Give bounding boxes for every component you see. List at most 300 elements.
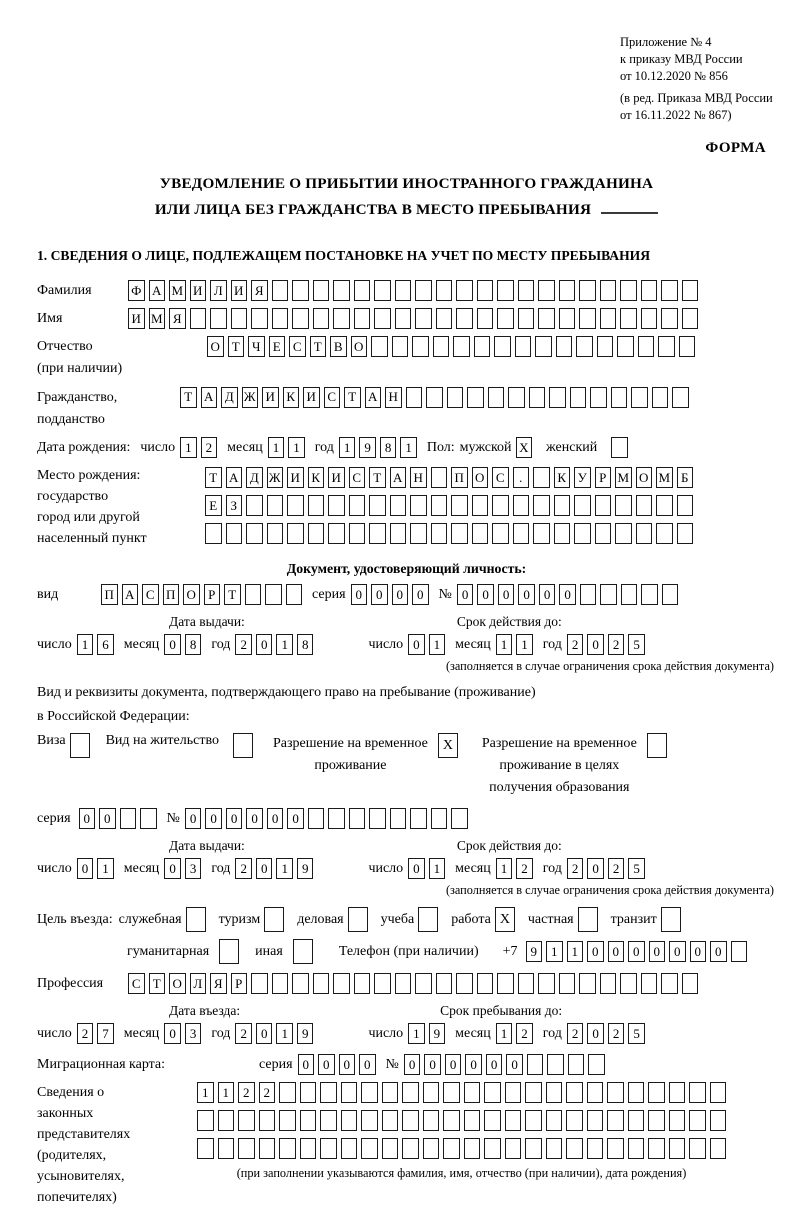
char-cell[interactable]: 0 bbox=[164, 634, 181, 655]
char-cell[interactable]: 1 bbox=[429, 634, 446, 655]
char-cell[interactable]: Д bbox=[221, 387, 238, 408]
char-cell[interactable] bbox=[443, 1110, 460, 1131]
char-cell[interactable]: А bbox=[226, 467, 243, 488]
char-cell[interactable] bbox=[556, 336, 573, 357]
char-cell[interactable] bbox=[410, 808, 427, 829]
char-cell[interactable] bbox=[600, 584, 617, 605]
char-cell[interactable]: С bbox=[142, 584, 159, 605]
char-cell[interactable] bbox=[607, 1138, 624, 1159]
char-cell[interactable]: О bbox=[207, 336, 224, 357]
char-cell[interactable] bbox=[641, 584, 658, 605]
char-cell[interactable]: Т bbox=[228, 336, 245, 357]
char-cell[interactable]: 0 bbox=[246, 808, 263, 829]
char-cell[interactable] bbox=[246, 495, 263, 516]
char-cell[interactable]: А bbox=[122, 584, 139, 605]
char-cell[interactable]: 9 bbox=[297, 1023, 314, 1044]
char-cell[interactable] bbox=[382, 1110, 399, 1131]
char-cell[interactable]: 0 bbox=[477, 584, 494, 605]
char-cell[interactable] bbox=[292, 280, 309, 301]
char-cell[interactable] bbox=[472, 523, 489, 544]
char-cell[interactable]: 5 bbox=[628, 634, 645, 655]
char-cell[interactable]: 2 bbox=[77, 1023, 94, 1044]
char-cell[interactable]: 2 bbox=[516, 1023, 533, 1044]
char-cell[interactable]: 0 bbox=[77, 858, 94, 879]
char-cell[interactable] bbox=[464, 1138, 481, 1159]
char-cell[interactable] bbox=[595, 495, 612, 516]
char-cell[interactable] bbox=[710, 1110, 727, 1131]
char-cell[interactable] bbox=[656, 495, 673, 516]
char-cell[interactable] bbox=[580, 584, 597, 605]
char-cell[interactable] bbox=[669, 1110, 686, 1131]
char-cell[interactable]: Р bbox=[595, 467, 612, 488]
char-cell[interactable] bbox=[431, 467, 448, 488]
char-cell[interactable]: 0 bbox=[318, 1054, 335, 1075]
char-cell[interactable]: Р bbox=[231, 973, 248, 994]
checkbox-private[interactable] bbox=[578, 907, 598, 932]
char-cell[interactable] bbox=[279, 1082, 296, 1103]
char-cell[interactable]: 5 bbox=[628, 858, 645, 879]
char-cell[interactable]: 1 bbox=[276, 1023, 293, 1044]
char-cell[interactable] bbox=[546, 1110, 563, 1131]
char-cell[interactable]: 0 bbox=[267, 808, 284, 829]
char-cell[interactable]: 0 bbox=[408, 634, 425, 655]
char-cell[interactable] bbox=[392, 336, 409, 357]
char-cell[interactable] bbox=[313, 308, 330, 329]
char-cell[interactable]: У bbox=[574, 467, 591, 488]
char-cell[interactable] bbox=[731, 941, 748, 962]
char-cell[interactable] bbox=[525, 1138, 542, 1159]
char-cell[interactable]: 0 bbox=[628, 941, 645, 962]
char-cell[interactable]: 0 bbox=[205, 808, 222, 829]
char-cell[interactable] bbox=[259, 1110, 276, 1131]
char-cell[interactable] bbox=[472, 495, 489, 516]
char-cell[interactable]: Я bbox=[169, 308, 186, 329]
checkbox-official[interactable] bbox=[186, 907, 206, 932]
char-cell[interactable] bbox=[197, 1138, 214, 1159]
char-cell[interactable] bbox=[662, 584, 679, 605]
residence-permit-checkbox[interactable] bbox=[233, 733, 253, 758]
char-cell[interactable]: 1 bbox=[268, 437, 285, 458]
char-cell[interactable] bbox=[190, 308, 207, 329]
char-cell[interactable]: И bbox=[231, 280, 248, 301]
char-cell[interactable]: 9 bbox=[429, 1023, 446, 1044]
char-cell[interactable] bbox=[320, 1138, 337, 1159]
char-cell[interactable] bbox=[374, 973, 391, 994]
char-cell[interactable] bbox=[238, 1138, 255, 1159]
char-cell[interactable] bbox=[361, 1110, 378, 1131]
char-cell[interactable] bbox=[488, 387, 505, 408]
char-cell[interactable] bbox=[617, 336, 634, 357]
char-cell[interactable] bbox=[349, 808, 366, 829]
char-cell[interactable] bbox=[518, 308, 535, 329]
char-cell[interactable] bbox=[423, 1082, 440, 1103]
char-cell[interactable] bbox=[456, 973, 473, 994]
char-cell[interactable] bbox=[529, 387, 546, 408]
char-cell[interactable]: Ч bbox=[248, 336, 265, 357]
char-cell[interactable] bbox=[641, 280, 658, 301]
char-cell[interactable]: 2 bbox=[235, 1023, 252, 1044]
char-cell[interactable] bbox=[652, 387, 669, 408]
char-cell[interactable] bbox=[267, 523, 284, 544]
char-cell[interactable]: 0 bbox=[539, 584, 556, 605]
char-cell[interactable] bbox=[431, 523, 448, 544]
char-cell[interactable] bbox=[587, 1082, 604, 1103]
char-cell[interactable]: Ж bbox=[267, 467, 284, 488]
char-cell[interactable] bbox=[588, 1054, 605, 1075]
char-cell[interactable]: 5 bbox=[628, 1023, 645, 1044]
checkbox-business[interactable] bbox=[348, 907, 368, 932]
char-cell[interactable] bbox=[402, 1082, 419, 1103]
char-cell[interactable]: 1 bbox=[408, 1023, 425, 1044]
char-cell[interactable] bbox=[554, 523, 571, 544]
char-cell[interactable] bbox=[443, 1138, 460, 1159]
char-cell[interactable]: 1 bbox=[276, 858, 293, 879]
char-cell[interactable]: 8 bbox=[185, 634, 202, 655]
char-cell[interactable]: 2 bbox=[516, 858, 533, 879]
char-cell[interactable] bbox=[689, 1110, 706, 1131]
char-cell[interactable] bbox=[456, 308, 473, 329]
char-cell[interactable]: С bbox=[324, 387, 341, 408]
char-cell[interactable] bbox=[341, 1110, 358, 1131]
char-cell[interactable]: Н bbox=[410, 467, 427, 488]
char-cell[interactable]: 1 bbox=[180, 437, 197, 458]
char-cell[interactable] bbox=[620, 280, 637, 301]
char-cell[interactable]: 1 bbox=[516, 634, 533, 655]
char-cell[interactable] bbox=[300, 1082, 317, 1103]
char-cell[interactable] bbox=[231, 308, 248, 329]
char-cell[interactable]: Ф bbox=[128, 280, 145, 301]
char-cell[interactable]: 2 bbox=[259, 1082, 276, 1103]
char-cell[interactable]: И bbox=[190, 280, 207, 301]
char-cell[interactable] bbox=[477, 308, 494, 329]
char-cell[interactable]: 1 bbox=[288, 437, 305, 458]
char-cell[interactable] bbox=[218, 1138, 235, 1159]
char-cell[interactable] bbox=[525, 1082, 542, 1103]
char-cell[interactable] bbox=[679, 336, 696, 357]
char-cell[interactable] bbox=[246, 523, 263, 544]
char-cell[interactable] bbox=[464, 1082, 481, 1103]
char-cell[interactable] bbox=[628, 1082, 645, 1103]
char-cell[interactable]: 0 bbox=[256, 1023, 273, 1044]
char-cell[interactable] bbox=[611, 387, 628, 408]
char-cell[interactable] bbox=[436, 308, 453, 329]
char-cell[interactable] bbox=[395, 308, 412, 329]
temp-residence-edu-checkbox[interactable] bbox=[647, 733, 667, 758]
char-cell[interactable]: 2 bbox=[235, 858, 252, 879]
char-cell[interactable] bbox=[415, 308, 432, 329]
char-cell[interactable] bbox=[538, 973, 555, 994]
char-cell[interactable]: 1 bbox=[496, 1023, 513, 1044]
char-cell[interactable]: О bbox=[351, 336, 368, 357]
char-cell[interactable]: М bbox=[615, 467, 632, 488]
char-cell[interactable] bbox=[689, 1082, 706, 1103]
char-cell[interactable] bbox=[710, 1082, 727, 1103]
char-cell[interactable] bbox=[279, 1110, 296, 1131]
char-cell[interactable] bbox=[546, 1138, 563, 1159]
char-cell[interactable] bbox=[456, 280, 473, 301]
char-cell[interactable] bbox=[677, 495, 694, 516]
char-cell[interactable] bbox=[279, 1138, 296, 1159]
char-cell[interactable] bbox=[245, 584, 262, 605]
char-cell[interactable] bbox=[474, 336, 491, 357]
char-cell[interactable] bbox=[292, 308, 309, 329]
char-cell[interactable] bbox=[484, 1110, 501, 1131]
char-cell[interactable]: И bbox=[287, 467, 304, 488]
char-cell[interactable] bbox=[669, 1082, 686, 1103]
char-cell[interactable] bbox=[464, 1110, 481, 1131]
char-cell[interactable] bbox=[641, 308, 658, 329]
char-cell[interactable]: 2 bbox=[238, 1082, 255, 1103]
char-cell[interactable]: А bbox=[390, 467, 407, 488]
char-cell[interactable] bbox=[451, 808, 468, 829]
char-cell[interactable] bbox=[349, 495, 366, 516]
char-cell[interactable] bbox=[533, 467, 550, 488]
char-cell[interactable] bbox=[272, 308, 289, 329]
char-cell[interactable] bbox=[349, 523, 366, 544]
char-cell[interactable] bbox=[320, 1082, 337, 1103]
char-cell[interactable] bbox=[267, 495, 284, 516]
char-cell[interactable] bbox=[508, 387, 525, 408]
checkbox-other[interactable] bbox=[293, 939, 313, 964]
char-cell[interactable]: К bbox=[554, 467, 571, 488]
char-cell[interactable] bbox=[426, 387, 443, 408]
char-cell[interactable] bbox=[505, 1110, 522, 1131]
char-cell[interactable] bbox=[638, 336, 655, 357]
checkbox-transit[interactable] bbox=[661, 907, 681, 932]
char-cell[interactable] bbox=[395, 280, 412, 301]
char-cell[interactable] bbox=[570, 387, 587, 408]
char-cell[interactable] bbox=[497, 308, 514, 329]
char-cell[interactable]: 0 bbox=[587, 858, 604, 879]
char-cell[interactable] bbox=[576, 336, 593, 357]
char-cell[interactable] bbox=[406, 387, 423, 408]
char-cell[interactable] bbox=[672, 387, 689, 408]
char-cell[interactable] bbox=[682, 308, 699, 329]
char-cell[interactable]: М bbox=[656, 467, 673, 488]
char-cell[interactable] bbox=[436, 280, 453, 301]
temp-residence-checkbox[interactable]: X bbox=[438, 733, 458, 758]
char-cell[interactable] bbox=[361, 1082, 378, 1103]
char-cell[interactable]: 6 bbox=[97, 634, 114, 655]
char-cell[interactable]: 1 bbox=[567, 941, 584, 962]
char-cell[interactable]: 0 bbox=[587, 941, 604, 962]
char-cell[interactable] bbox=[559, 280, 576, 301]
char-cell[interactable]: 0 bbox=[371, 584, 388, 605]
char-cell[interactable] bbox=[579, 280, 596, 301]
char-cell[interactable] bbox=[436, 973, 453, 994]
char-cell[interactable] bbox=[354, 280, 371, 301]
char-cell[interactable] bbox=[415, 280, 432, 301]
char-cell[interactable] bbox=[600, 308, 617, 329]
char-cell[interactable]: 0 bbox=[465, 1054, 482, 1075]
male-checkbox[interactable]: X bbox=[516, 437, 533, 458]
char-cell[interactable] bbox=[369, 523, 386, 544]
char-cell[interactable] bbox=[382, 1138, 399, 1159]
char-cell[interactable]: Л bbox=[190, 973, 207, 994]
char-cell[interactable] bbox=[292, 973, 309, 994]
char-cell[interactable]: 2 bbox=[567, 634, 584, 655]
char-cell[interactable] bbox=[515, 336, 532, 357]
char-cell[interactable]: О bbox=[636, 467, 653, 488]
char-cell[interactable] bbox=[710, 1138, 727, 1159]
char-cell[interactable]: З bbox=[226, 495, 243, 516]
char-cell[interactable]: О bbox=[472, 467, 489, 488]
char-cell[interactable]: 0 bbox=[649, 941, 666, 962]
char-cell[interactable] bbox=[341, 1082, 358, 1103]
char-cell[interactable] bbox=[272, 973, 289, 994]
char-cell[interactable] bbox=[621, 584, 638, 605]
char-cell[interactable]: П bbox=[101, 584, 118, 605]
char-cell[interactable] bbox=[205, 523, 222, 544]
char-cell[interactable]: 0 bbox=[226, 808, 243, 829]
char-cell[interactable]: Д bbox=[246, 467, 263, 488]
char-cell[interactable] bbox=[513, 495, 530, 516]
char-cell[interactable] bbox=[287, 495, 304, 516]
char-cell[interactable]: 0 bbox=[710, 941, 727, 962]
char-cell[interactable]: Т bbox=[369, 467, 386, 488]
char-cell[interactable] bbox=[533, 523, 550, 544]
char-cell[interactable]: 0 bbox=[608, 941, 625, 962]
char-cell[interactable] bbox=[497, 280, 514, 301]
char-cell[interactable]: Т bbox=[180, 387, 197, 408]
char-cell[interactable] bbox=[527, 1054, 544, 1075]
char-cell[interactable] bbox=[313, 280, 330, 301]
char-cell[interactable]: 0 bbox=[690, 941, 707, 962]
char-cell[interactable]: 8 bbox=[297, 634, 314, 655]
char-cell[interactable] bbox=[390, 523, 407, 544]
char-cell[interactable] bbox=[620, 973, 637, 994]
char-cell[interactable]: 0 bbox=[445, 1054, 462, 1075]
char-cell[interactable]: А bbox=[365, 387, 382, 408]
char-cell[interactable] bbox=[308, 523, 325, 544]
char-cell[interactable]: Б bbox=[677, 467, 694, 488]
char-cell[interactable] bbox=[656, 523, 673, 544]
char-cell[interactable]: 0 bbox=[457, 584, 474, 605]
char-cell[interactable] bbox=[546, 1082, 563, 1103]
char-cell[interactable]: 0 bbox=[412, 584, 429, 605]
char-cell[interactable] bbox=[669, 1138, 686, 1159]
char-cell[interactable]: 0 bbox=[256, 634, 273, 655]
char-cell[interactable] bbox=[467, 387, 484, 408]
char-cell[interactable]: 0 bbox=[339, 1054, 356, 1075]
char-cell[interactable] bbox=[497, 973, 514, 994]
char-cell[interactable] bbox=[382, 1082, 399, 1103]
char-cell[interactable]: 0 bbox=[164, 1023, 181, 1044]
char-cell[interactable] bbox=[120, 808, 137, 829]
char-cell[interactable] bbox=[566, 1082, 583, 1103]
char-cell[interactable] bbox=[615, 523, 632, 544]
char-cell[interactable] bbox=[265, 584, 282, 605]
char-cell[interactable]: Е bbox=[269, 336, 286, 357]
char-cell[interactable] bbox=[395, 973, 412, 994]
char-cell[interactable]: 3 bbox=[185, 858, 202, 879]
char-cell[interactable]: 0 bbox=[498, 584, 515, 605]
char-cell[interactable]: 2 bbox=[201, 437, 218, 458]
char-cell[interactable] bbox=[477, 973, 494, 994]
char-cell[interactable] bbox=[661, 973, 678, 994]
char-cell[interactable] bbox=[661, 280, 678, 301]
char-cell[interactable] bbox=[333, 280, 350, 301]
char-cell[interactable] bbox=[374, 308, 391, 329]
char-cell[interactable]: М bbox=[169, 280, 186, 301]
char-cell[interactable] bbox=[587, 1138, 604, 1159]
char-cell[interactable]: 0 bbox=[164, 858, 181, 879]
char-cell[interactable] bbox=[587, 1110, 604, 1131]
char-cell[interactable] bbox=[689, 1138, 706, 1159]
char-cell[interactable] bbox=[390, 808, 407, 829]
char-cell[interactable] bbox=[579, 973, 596, 994]
char-cell[interactable] bbox=[600, 280, 617, 301]
char-cell[interactable] bbox=[547, 1054, 564, 1075]
char-cell[interactable]: Т bbox=[310, 336, 327, 357]
char-cell[interactable]: 0 bbox=[669, 941, 686, 962]
char-cell[interactable]: 1 bbox=[339, 437, 356, 458]
char-cell[interactable] bbox=[259, 1138, 276, 1159]
char-cell[interactable] bbox=[559, 308, 576, 329]
char-cell[interactable] bbox=[286, 584, 303, 605]
char-cell[interactable] bbox=[410, 495, 427, 516]
char-cell[interactable] bbox=[328, 495, 345, 516]
char-cell[interactable] bbox=[320, 1110, 337, 1131]
char-cell[interactable]: 0 bbox=[99, 808, 116, 829]
char-cell[interactable]: Я bbox=[210, 973, 227, 994]
char-cell[interactable]: 1 bbox=[496, 634, 513, 655]
char-cell[interactable]: О bbox=[169, 973, 186, 994]
char-cell[interactable]: Т bbox=[149, 973, 166, 994]
char-cell[interactable] bbox=[423, 1138, 440, 1159]
char-cell[interactable] bbox=[628, 1138, 645, 1159]
char-cell[interactable] bbox=[518, 280, 535, 301]
char-cell[interactable] bbox=[636, 495, 653, 516]
char-cell[interactable]: Я bbox=[251, 280, 268, 301]
char-cell[interactable]: 1 bbox=[429, 858, 446, 879]
char-cell[interactable] bbox=[641, 973, 658, 994]
char-cell[interactable]: . bbox=[513, 467, 530, 488]
char-cell[interactable]: И bbox=[328, 467, 345, 488]
char-cell[interactable] bbox=[505, 1082, 522, 1103]
char-cell[interactable] bbox=[328, 523, 345, 544]
char-cell[interactable] bbox=[677, 523, 694, 544]
char-cell[interactable]: 0 bbox=[559, 584, 576, 605]
char-cell[interactable]: 1 bbox=[97, 858, 114, 879]
char-cell[interactable] bbox=[140, 808, 157, 829]
char-cell[interactable] bbox=[492, 495, 509, 516]
checkbox-tourism[interactable] bbox=[264, 907, 284, 932]
char-cell[interactable] bbox=[525, 1110, 542, 1131]
char-cell[interactable] bbox=[648, 1138, 665, 1159]
char-cell[interactable] bbox=[566, 1138, 583, 1159]
char-cell[interactable] bbox=[402, 1138, 419, 1159]
char-cell[interactable]: 0 bbox=[351, 584, 368, 605]
char-cell[interactable] bbox=[549, 387, 566, 408]
char-cell[interactable] bbox=[484, 1138, 501, 1159]
char-cell[interactable]: 0 bbox=[79, 808, 96, 829]
char-cell[interactable] bbox=[371, 336, 388, 357]
char-cell[interactable] bbox=[607, 1082, 624, 1103]
char-cell[interactable]: 7 bbox=[97, 1023, 114, 1044]
char-cell[interactable] bbox=[538, 280, 555, 301]
char-cell[interactable]: 2 bbox=[567, 858, 584, 879]
char-cell[interactable] bbox=[538, 308, 555, 329]
char-cell[interactable] bbox=[648, 1110, 665, 1131]
char-cell[interactable]: Ж bbox=[242, 387, 259, 408]
char-cell[interactable] bbox=[443, 1082, 460, 1103]
char-cell[interactable] bbox=[300, 1138, 317, 1159]
char-cell[interactable] bbox=[218, 1110, 235, 1131]
char-cell[interactable]: 0 bbox=[408, 858, 425, 879]
char-cell[interactable]: 0 bbox=[587, 1023, 604, 1044]
char-cell[interactable] bbox=[369, 495, 386, 516]
